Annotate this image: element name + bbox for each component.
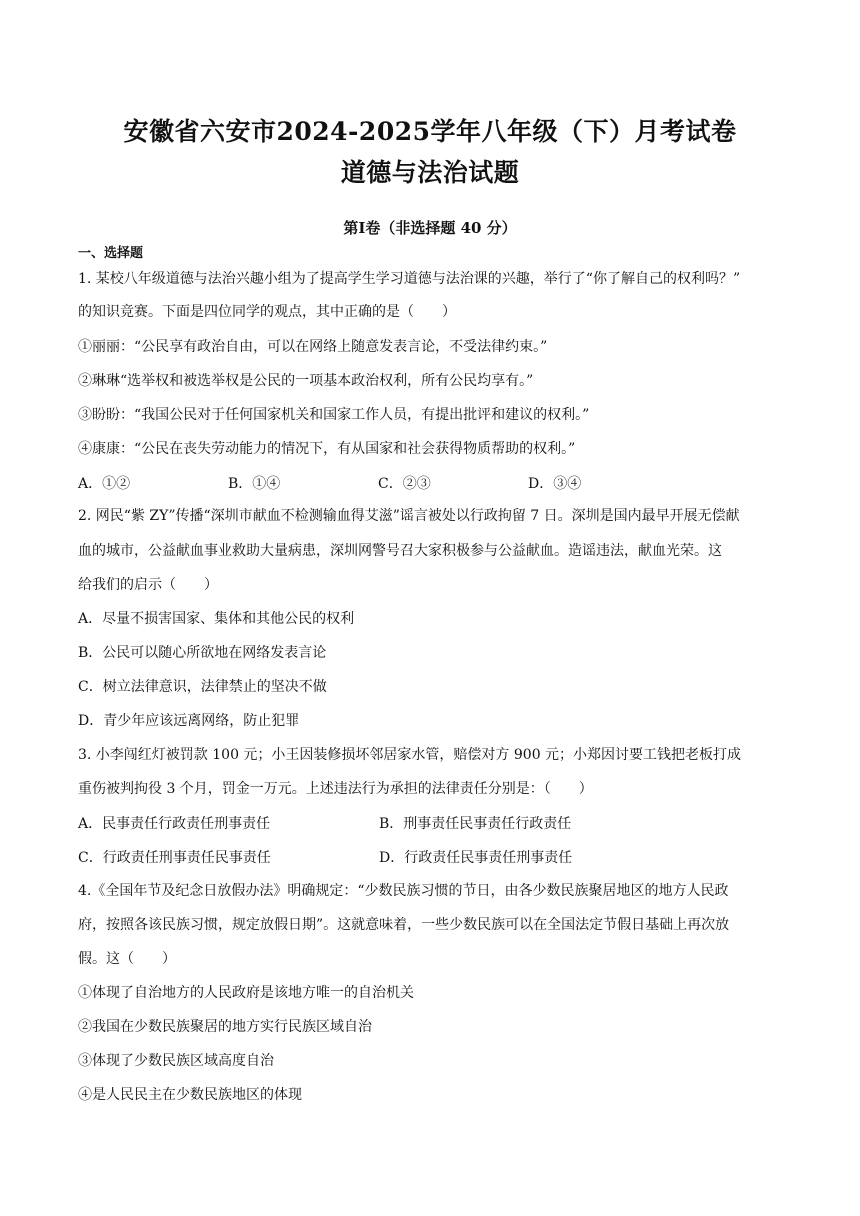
option-c: C．行政责任刑事责任民事责任	[78, 850, 271, 866]
question-stem: 假。这（ ）	[78, 951, 176, 967]
question-stem: 重伤被判拘役 3 个月，罚金一万元。上述违法行为承担的法律责任分别是：（ ）	[78, 781, 593, 797]
option-a: A．①②	[78, 476, 131, 492]
option-c: C．②③	[378, 476, 431, 492]
statement-3: ③体现了少数民族区域高度自治	[78, 1053, 274, 1069]
question-stem: 3. 小李闯红灯被罚款 100 元；小王因装修损坏邻居家水管，赔偿对方 900 元；小郑因讨要工钱把老板打成	[78, 747, 742, 763]
question-stem: 2. 网民“紫 ZY”传播“深圳市献血不检测输血得艾滋”谣言被处以行政拘留 7 日。深圳是国内最早开展无偿献	[78, 508, 740, 524]
statement-4: ④康康：“公民在丧失劳动能力的情况下，有从国家和社会获得物质帮助的权利。”	[78, 441, 576, 457]
option-d: D．青少年应该远离网络，防止犯罪	[78, 713, 300, 729]
exam-subject: 道德与法治试题	[340, 158, 520, 187]
option-d: D．行政责任民事责任刑事责任	[379, 850, 573, 866]
exam-title: 安徽省六安市2024-2025学年八年级（下）月考试卷	[123, 117, 737, 146]
question-stem: 府，按照各该民族习惯，规定放假日期”。这就意味着，一些少数民族可以在全国法定节假日基础上再次放	[78, 917, 730, 933]
part-heading: 一、选择题	[78, 246, 144, 261]
option-d: D．③④	[528, 476, 582, 492]
question-stem: 血的城市，公益献血事业救助大量病患，深圳网警号召大家积极参与公益献血。造谣违法，献血光荣。这	[78, 543, 722, 559]
option-c: C．树立法律意识，法律禁止的坚决不做	[78, 679, 327, 695]
statement-3: ③盼盼：“我国公民对于任何国家机关和国家工作人员，有提出批评和建议的权利。”	[78, 407, 590, 423]
statement-2: ②琳琳“选举权和被选举权是公民的一项基本政治权利，所有公民均享有。”	[78, 373, 534, 389]
question-stem: 给我们的启示（ ）	[78, 577, 218, 593]
option-b: B．公民可以随心所欲地在网络发表言论	[78, 645, 327, 661]
statement-1: ①体现了自治地方的人民政府是该地方唯一的自治机关	[78, 985, 414, 1001]
question-stem: 1. 某校八年级道德与法治兴趣小组为了提高学生学习道德与法治课的兴趣，举行了“你了解自己的权利吗？”	[78, 271, 741, 287]
question-stem: 4.《全国年节及纪念日放假办法》明确规定：“少数民族习惯的节日，由各少数民族聚居地区的地方人民政	[78, 883, 729, 899]
question-stem: 的知识竞赛。下面是四位同学的观点，其中正确的是（ ）	[78, 304, 456, 320]
option-b: B．①④	[228, 476, 281, 492]
statement-1: ①丽丽：“公民享有政治自由，可以在网络上随意发表言论，不受法律约束。”	[78, 339, 548, 355]
section-heading: 第Ⅰ卷（非选择题 40 分）	[343, 219, 517, 237]
statement-4: ④是人民民主在少数民族地区的体现	[78, 1087, 302, 1103]
option-b: B．刑事责任民事责任行政责任	[379, 816, 572, 832]
statement-2: ②我国在少数民族聚居的地方实行民族区域自治	[78, 1019, 372, 1035]
option-a: A．尽量不损害国家、集体和其他公民的权利	[78, 611, 355, 627]
option-a: A．民事责任行政责任刑事责任	[78, 816, 271, 832]
